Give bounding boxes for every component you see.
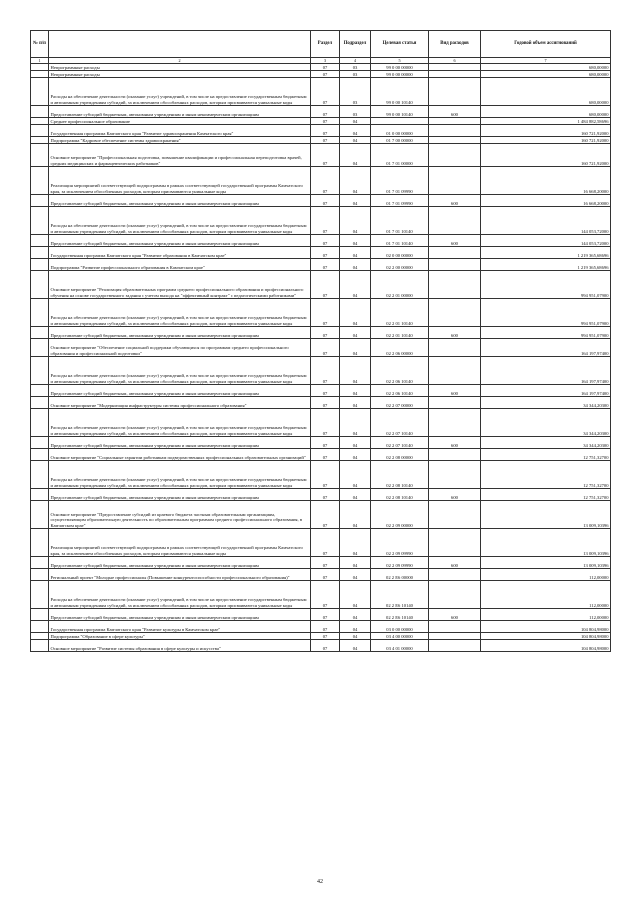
cell-subsection: 04 xyxy=(340,385,371,397)
cell-subsection: 04 xyxy=(340,118,371,125)
cell-target-article: 02 2 08 10140 xyxy=(371,461,429,489)
cell-target-article: 02 2 01 10140 xyxy=(371,299,429,327)
table-row xyxy=(31,397,611,409)
cell-num xyxy=(31,449,49,461)
cell-section: 07 xyxy=(311,144,340,167)
cell-subsection: 04 xyxy=(340,609,371,621)
table-row xyxy=(31,118,611,125)
cell-name: Реализация мероприятий соответствующей подпрограммы в рамках соответствующей государственной программы Камчатского края, за исключением обособленных расходов, которым присваиваются уникальные коды xyxy=(49,167,311,195)
table-row xyxy=(31,195,611,207)
cell-expense-type xyxy=(429,633,481,640)
cell-target-article: 02 2 09 00000 xyxy=(371,501,429,529)
cell-section: 07 xyxy=(311,557,340,569)
cell-name: Расходы на обеспечение деятельности (оказание услуг) учреждений, в том числе на предоставление государственным бюджетным и автономным учреждениям субсидий, за исключением обособленных расходов, которым присваиваются уникальные коды xyxy=(49,581,311,609)
cell-name: Непрограммные расходы xyxy=(49,64,311,71)
column-number: 2 xyxy=(49,58,311,64)
cell-section: 07 xyxy=(311,64,340,71)
cell-target-article: 02 2 09 09990 xyxy=(371,557,429,569)
page-number: 42 xyxy=(317,879,323,885)
cell-expense-type: 600 xyxy=(429,195,481,207)
cell-expense-type: 600 xyxy=(429,106,481,118)
cell-section: 07 xyxy=(311,71,340,78)
cell-expense-type xyxy=(429,397,481,409)
cell-num xyxy=(31,78,49,106)
cell-amount: 680,00000 xyxy=(481,64,611,71)
cell-num xyxy=(31,299,49,327)
cell-amount: 994 951,07900 xyxy=(481,271,611,299)
cell-num xyxy=(31,195,49,207)
table-row xyxy=(31,640,611,652)
cell-section: 07 xyxy=(311,299,340,327)
table-row xyxy=(31,78,611,106)
cell-num xyxy=(31,106,49,118)
cell-name: Государственная программа Камчатского края "Развитие культуры в Камчатском крае" xyxy=(49,621,311,633)
table-row xyxy=(31,137,611,144)
cell-amount: 160 721,92000 xyxy=(481,144,611,167)
cell-amount: 112,00000 xyxy=(481,609,611,621)
budget-table xyxy=(30,30,611,652)
table-row xyxy=(31,569,611,581)
cell-num xyxy=(31,489,49,501)
table-row xyxy=(31,409,611,437)
header-section: Раздел xyxy=(311,31,340,58)
cell-section: 07 xyxy=(311,271,340,299)
cell-subsection: 04 xyxy=(340,339,371,357)
cell-expense-type: 600 xyxy=(429,609,481,621)
cell-target-article: 01 7 01 10140 xyxy=(371,207,429,235)
cell-amount: 112,00000 xyxy=(481,581,611,609)
cell-num xyxy=(31,339,49,357)
cell-section: 07 xyxy=(311,167,340,195)
cell-amount: 164 197,97400 xyxy=(481,339,611,357)
cell-name: Основное мероприятие "Обеспечение социальной поддержки обучающихся по программам среднего профессионального образования и профессиональной подготовки" xyxy=(49,339,311,357)
cell-name: Основное мероприятие "Реализация образовательных программ среднего профессионального образования и профессионального обучения на основе государственного задания с учетом выхода на "эффективный контракт" с педагогическими работниками" xyxy=(49,271,311,299)
cell-num xyxy=(31,64,49,71)
cell-amount: 13 009,10396 xyxy=(481,501,611,529)
table-row xyxy=(31,106,611,118)
cell-subsection: 04 xyxy=(340,125,371,137)
cell-amount: 16 668,20000 xyxy=(481,167,611,195)
cell-target-article: 99 0 00 10140 xyxy=(371,106,429,118)
cell-subsection: 03 xyxy=(340,64,371,71)
cell-target-article: 01 7 01 09990 xyxy=(371,195,429,207)
cell-num xyxy=(31,271,49,299)
cell-num xyxy=(31,125,49,137)
cell-num xyxy=(31,259,49,271)
cell-expense-type xyxy=(429,118,481,125)
cell-expense-type xyxy=(429,207,481,235)
cell-section: 07 xyxy=(311,357,340,385)
cell-target-article: 01 7 01 00000 xyxy=(371,144,429,167)
cell-expense-type xyxy=(429,357,481,385)
cell-num xyxy=(31,569,49,581)
cell-num xyxy=(31,247,49,259)
cell-subsection: 04 xyxy=(340,397,371,409)
cell-target-article: 02 2 01 00000 xyxy=(371,271,429,299)
cell-subsection: 04 xyxy=(340,207,371,235)
cell-subsection: 04 xyxy=(340,569,371,581)
cell-subsection: 04 xyxy=(340,621,371,633)
cell-target-article: 02 2 E6 00000 xyxy=(371,569,429,581)
cell-num xyxy=(31,71,49,78)
table-row xyxy=(31,167,611,195)
cell-target-article: 01 7 01 10140 xyxy=(371,235,429,247)
cell-name: Государственная программа Камчатского края "Развитие здравоохранения Камчатского края" xyxy=(49,125,311,137)
cell-num xyxy=(31,621,49,633)
cell-subsection: 04 xyxy=(340,235,371,247)
cell-num xyxy=(31,144,49,167)
cell-section: 07 xyxy=(311,569,340,581)
table-row xyxy=(31,501,611,529)
cell-expense-type xyxy=(429,529,481,557)
cell-expense-type xyxy=(429,449,481,461)
cell-section: 07 xyxy=(311,529,340,557)
cell-name: Подпрограмма "Кадровое обеспечение системы здравоохранения" xyxy=(49,137,311,144)
cell-amount: 680,00000 xyxy=(481,78,611,106)
cell-amount: 160 721,92000 xyxy=(481,125,611,137)
table-header-row xyxy=(31,31,611,58)
cell-name: Реализация мероприятий соответствующей подпрограммы в рамках соответствующей государственной программы Камчатского края, за исключением обособленных расходов, которым присваиваются уникальные коды xyxy=(49,529,311,557)
cell-amount: 144 053,72000 xyxy=(481,207,611,235)
cell-expense-type: 600 xyxy=(429,235,481,247)
cell-subsection: 04 xyxy=(340,409,371,437)
cell-name: Расходы на обеспечение деятельности (оказание услуг) учреждений, в том числе на предоставление государственным бюджетным и автономным учреждениям субсидий, за исключением обособленных расходов, которым присваиваются уникальные коды xyxy=(49,207,311,235)
cell-target-article: 02 2 00 00000 xyxy=(371,259,429,271)
cell-amount: 680,00000 xyxy=(481,106,611,118)
cell-amount: 164 197,97400 xyxy=(481,357,611,385)
cell-expense-type: 600 xyxy=(429,489,481,501)
table-row xyxy=(31,247,611,259)
cell-subsection: 04 xyxy=(340,271,371,299)
column-number: 4 xyxy=(340,58,371,64)
cell-name: Расходы на обеспечение деятельности (оказание услуг) учреждений, в том числе на предоставление государственным бюджетным и автономным учреждениям субсидий, за исключением обособленных расходов, которым присваиваются уникальные коды xyxy=(49,299,311,327)
cell-section: 07 xyxy=(311,489,340,501)
cell-target-article: 02 2 08 00000 xyxy=(371,449,429,461)
cell-expense-type xyxy=(429,339,481,357)
cell-name: Предоставление субсидий бюджетным, автономным учреждениям и иным некоммерческим организациям xyxy=(49,609,311,621)
cell-amount: 144 053,72000 xyxy=(481,235,611,247)
cell-target-article: 02 0 00 00000 xyxy=(371,247,429,259)
cell-target-article: 02 2 07 00000 xyxy=(371,397,429,409)
cell-subsection: 04 xyxy=(340,529,371,557)
cell-target-article: 02 2 01 10140 xyxy=(371,327,429,339)
cell-num xyxy=(31,327,49,339)
cell-name: Непрограммные расходы xyxy=(49,71,311,78)
cell-num xyxy=(31,385,49,397)
cell-target-article: 02 2 E6 10140 xyxy=(371,581,429,609)
cell-num xyxy=(31,529,49,557)
cell-subsection: 03 xyxy=(340,78,371,106)
cell-section: 07 xyxy=(311,461,340,489)
cell-name: Предоставление субсидий бюджетным, автономным учреждениям и иным некоммерческим организациям xyxy=(49,106,311,118)
cell-subsection: 04 xyxy=(340,640,371,652)
header-annual-amount: Годовой объем ассигнований xyxy=(481,31,611,58)
cell-num xyxy=(31,357,49,385)
cell-name: Региональный проект "Молодые профессионалы (Повышение конкурентоспособности профессионального образования)" xyxy=(49,569,311,581)
header-target-article: Целевая статья xyxy=(371,31,429,58)
cell-expense-type xyxy=(429,137,481,144)
table-row xyxy=(31,437,611,449)
cell-name: Расходы на обеспечение деятельности (оказание услуг) учреждений, в том числе на предоставление государственным бюджетным и автономным учреждениям субсидий, за исключением обособленных расходов, которым присваиваются уникальные коды xyxy=(49,409,311,437)
table-row xyxy=(31,125,611,137)
cell-target-article: 02 2 09 09990 xyxy=(371,529,429,557)
cell-target-article: 03 0 00 00000 xyxy=(371,621,429,633)
cell-section: 07 xyxy=(311,259,340,271)
cell-section: 07 xyxy=(311,78,340,106)
table-row xyxy=(31,64,611,71)
table-row xyxy=(31,259,611,271)
table-row xyxy=(31,449,611,461)
table-row xyxy=(31,633,611,640)
cell-name: Основное мероприятие "Профессиональная подготовка, повышение квалификации и профессиональная переподготовка врачей, средних медицинских и фармацевтических работников" xyxy=(49,144,311,167)
cell-amount: 13 009,10396 xyxy=(481,529,611,557)
cell-subsection: 04 xyxy=(340,137,371,144)
cell-section: 07 xyxy=(311,501,340,529)
cell-expense-type xyxy=(429,581,481,609)
cell-target-article xyxy=(371,118,429,125)
cell-amount: 994 951,07900 xyxy=(481,327,611,339)
cell-section: 07 xyxy=(311,247,340,259)
cell-expense-type xyxy=(429,247,481,259)
cell-subsection: 04 xyxy=(340,247,371,259)
cell-target-article: 02 2 07 10140 xyxy=(371,437,429,449)
cell-amount: 12 751,32700 xyxy=(481,461,611,489)
table-row xyxy=(31,327,611,339)
cell-subsection: 04 xyxy=(340,437,371,449)
cell-target-article: 02 2 07 10140 xyxy=(371,409,429,437)
table-row xyxy=(31,339,611,357)
cell-amount: 34 344,20300 xyxy=(481,409,611,437)
cell-name: Среднее профессиональное образование xyxy=(49,118,311,125)
table-row xyxy=(31,529,611,557)
cell-amount: 13 009,10396 xyxy=(481,557,611,569)
cell-section: 07 xyxy=(311,581,340,609)
cell-section: 07 xyxy=(311,137,340,144)
header-expense-type: Вид расходов xyxy=(429,31,481,58)
cell-num xyxy=(31,167,49,195)
cell-subsection: 04 xyxy=(340,167,371,195)
cell-target-article: 03 4 00 00000 xyxy=(371,633,429,640)
cell-num xyxy=(31,461,49,489)
cell-num xyxy=(31,557,49,569)
table-row xyxy=(31,207,611,235)
cell-target-article: 99 0 00 00000 xyxy=(371,71,429,78)
cell-name: Государственная программа Камчатского края "Развитие образования в Камчатском крае" xyxy=(49,247,311,259)
cell-section: 07 xyxy=(311,327,340,339)
cell-amount: 104 804,98000 xyxy=(481,633,611,640)
cell-amount: 164 197,97400 xyxy=(481,385,611,397)
column-number: 3 xyxy=(311,58,340,64)
cell-expense-type xyxy=(429,621,481,633)
cell-name: Расходы на обеспечение деятельности (оказание услуг) учреждений, в том числе на предоставление государственным бюджетным и автономным учреждениям субсидий, за исключением обособленных расходов, которым присваиваются уникальные коды xyxy=(49,461,311,489)
cell-name: Предоставление субсидий бюджетным, автономным учреждениям и иным некоммерческим организациям xyxy=(49,327,311,339)
table-body xyxy=(31,64,611,652)
cell-expense-type xyxy=(429,299,481,327)
cell-expense-type xyxy=(429,271,481,299)
cell-expense-type: 600 xyxy=(429,557,481,569)
cell-target-article: 02 2 06 00000 xyxy=(371,339,429,357)
cell-subsection: 04 xyxy=(340,259,371,271)
table-row xyxy=(31,271,611,299)
cell-num xyxy=(31,609,49,621)
table-row xyxy=(31,461,611,489)
cell-name: Основное мероприятие "Предоставление субсидий из краевого бюджета частным образовательным организациям, осуществляющим образовательную деятельность по образовательным программам среднего профессионального образования, в Камчатском крае" xyxy=(49,501,311,529)
cell-expense-type: 600 xyxy=(429,385,481,397)
cell-section: 07 xyxy=(311,339,340,357)
budget-table-sheet xyxy=(30,30,610,652)
cell-target-article: 02 2 08 10140 xyxy=(371,489,429,501)
cell-amount: 1 219 365,68696 xyxy=(481,247,611,259)
cell-num xyxy=(31,397,49,409)
cell-name: Предоставление субсидий бюджетным, автономным учреждениям и иным некоммерческим организациям xyxy=(49,235,311,247)
cell-section: 07 xyxy=(311,125,340,137)
cell-num xyxy=(31,137,49,144)
cell-name: Предоставление субсидий бюджетным, автономным учреждениям и иным некоммерческим организациям xyxy=(49,557,311,569)
cell-amount: 12 751,32700 xyxy=(481,449,611,461)
cell-subsection: 04 xyxy=(340,581,371,609)
cell-name: Подпрограмма "Развитие профессионального образования в Камчатском крае" xyxy=(49,259,311,271)
cell-section: 07 xyxy=(311,118,340,125)
cell-num xyxy=(31,437,49,449)
cell-subsection: 04 xyxy=(340,633,371,640)
cell-amount: 12 751,32700 xyxy=(481,489,611,501)
cell-expense-type xyxy=(429,409,481,437)
cell-section: 07 xyxy=(311,621,340,633)
cell-section: 07 xyxy=(311,195,340,207)
table-row xyxy=(31,144,611,167)
cell-name: Основное мероприятие "Социальные гарантии работникам подведомственных профессиональных образовательных организаций" xyxy=(49,449,311,461)
cell-name: Основное мероприятие "Модернизация инфраструктуры системы профессионального образования" xyxy=(49,397,311,409)
cell-section: 07 xyxy=(311,409,340,437)
cell-subsection: 03 xyxy=(340,106,371,118)
cell-target-article: 01 0 00 00000 xyxy=(371,125,429,137)
table-row xyxy=(31,557,611,569)
cell-subsection: 03 xyxy=(340,71,371,78)
cell-target-article: 02 2 06 10140 xyxy=(371,385,429,397)
cell-subsection: 04 xyxy=(340,144,371,167)
table-row xyxy=(31,489,611,501)
column-number: 5 xyxy=(371,58,429,64)
cell-amount: 104 804,98000 xyxy=(481,640,611,652)
cell-name: Предоставление субсидий бюджетным, автономным учреждениям и иным некоммерческим организациям xyxy=(49,437,311,449)
cell-name: Предоставление субсидий бюджетным, автономным учреждениям и иным некоммерческим организациям xyxy=(49,385,311,397)
cell-target-article: 01 7 01 09990 xyxy=(371,167,429,195)
cell-section: 07 xyxy=(311,437,340,449)
cell-section: 07 xyxy=(311,449,340,461)
column-number: 7 xyxy=(481,58,611,64)
cell-expense-type xyxy=(429,125,481,137)
table-row xyxy=(31,71,611,78)
cell-expense-type xyxy=(429,64,481,71)
cell-subsection: 04 xyxy=(340,357,371,385)
table-row xyxy=(31,385,611,397)
cell-num xyxy=(31,501,49,529)
cell-section: 07 xyxy=(311,397,340,409)
column-number: 1 xyxy=(31,58,49,64)
header-name xyxy=(49,31,311,58)
cell-name: Основное мероприятие "Развитие системы образования в сфере культуры и искусства" xyxy=(49,640,311,652)
cell-target-article: 99 0 00 00000 xyxy=(371,64,429,71)
cell-amount: 160 721,92000 xyxy=(481,137,611,144)
cell-amount: 994 951,07900 xyxy=(481,299,611,327)
cell-amount: 1 219 365,68696 xyxy=(481,259,611,271)
cell-section: 07 xyxy=(311,235,340,247)
cell-expense-type xyxy=(429,259,481,271)
cell-expense-type xyxy=(429,71,481,78)
table-row xyxy=(31,621,611,633)
cell-name: Расходы на обеспечение деятельности (оказание услуг) учреждений, в том числе на предоставление государственным бюджетным и автономным учреждениям субсидий, за исключением обособленных расходов, которым присваиваются уникальные коды xyxy=(49,78,311,106)
table-row xyxy=(31,581,611,609)
cell-num xyxy=(31,640,49,652)
cell-amount: 104 804,98000 xyxy=(481,621,611,633)
table-row xyxy=(31,357,611,385)
cell-subsection: 04 xyxy=(340,501,371,529)
header-subsection: Подраздел xyxy=(340,31,371,58)
cell-amount: 680,00000 xyxy=(481,71,611,78)
cell-subsection: 04 xyxy=(340,489,371,501)
cell-expense-type xyxy=(429,461,481,489)
cell-target-article: 02 2 06 10140 xyxy=(371,357,429,385)
cell-name: Подпрограмма "Образование в сфере культуры" xyxy=(49,633,311,640)
cell-expense-type xyxy=(429,640,481,652)
cell-target-article: 99 0 00 10140 xyxy=(371,78,429,106)
table-row xyxy=(31,609,611,621)
cell-section: 07 xyxy=(311,633,340,640)
cell-num xyxy=(31,207,49,235)
cell-subsection: 04 xyxy=(340,327,371,339)
cell-amount: 16 668,20000 xyxy=(481,195,611,207)
cell-name: Предоставление субсидий бюджетным, автономным учреждениям и иным некоммерческим организациям xyxy=(49,195,311,207)
cell-section: 07 xyxy=(311,609,340,621)
cell-amount: 112,00000 xyxy=(481,569,611,581)
cell-section: 07 xyxy=(311,207,340,235)
cell-amount: 34 344,20300 xyxy=(481,437,611,449)
cell-subsection: 04 xyxy=(340,557,371,569)
cell-expense-type xyxy=(429,144,481,167)
cell-num xyxy=(31,633,49,640)
cell-expense-type: 600 xyxy=(429,437,481,449)
cell-expense-type xyxy=(429,78,481,106)
cell-expense-type xyxy=(429,569,481,581)
cell-num xyxy=(31,235,49,247)
cell-target-article: 02 2 E6 10140 xyxy=(371,609,429,621)
cell-name: Предоставление субсидий бюджетным, автономным учреждениям и иным некоммерческим организациям xyxy=(49,489,311,501)
cell-target-article: 03 4 01 00000 xyxy=(371,640,429,652)
cell-amount: 34 344,20300 xyxy=(481,397,611,409)
cell-target-article: 01 7 00 00000 xyxy=(371,137,429,144)
column-number: 6 xyxy=(429,58,481,64)
table-row xyxy=(31,299,611,327)
cell-name: Расходы на обеспечение деятельности (оказание услуг) учреждений, в том числе на предоставление государственным бюджетным и автономным учреждениям субсидий, за исключением обособленных расходов, которым присваиваются уникальные коды xyxy=(49,357,311,385)
cell-section: 07 xyxy=(311,106,340,118)
cell-amount: 1 484 882,58696 xyxy=(481,118,611,125)
header-num: № п/п xyxy=(31,31,49,58)
cell-expense-type: 600 xyxy=(429,327,481,339)
cell-subsection: 04 xyxy=(340,195,371,207)
cell-section: 07 xyxy=(311,640,340,652)
table-row xyxy=(31,235,611,247)
cell-subsection: 04 xyxy=(340,299,371,327)
cell-num xyxy=(31,118,49,125)
cell-subsection: 04 xyxy=(340,461,371,489)
cell-section: 07 xyxy=(311,385,340,397)
cell-num xyxy=(31,581,49,609)
cell-subsection: 04 xyxy=(340,449,371,461)
cell-num xyxy=(31,409,49,437)
cell-expense-type xyxy=(429,501,481,529)
cell-expense-type xyxy=(429,167,481,195)
